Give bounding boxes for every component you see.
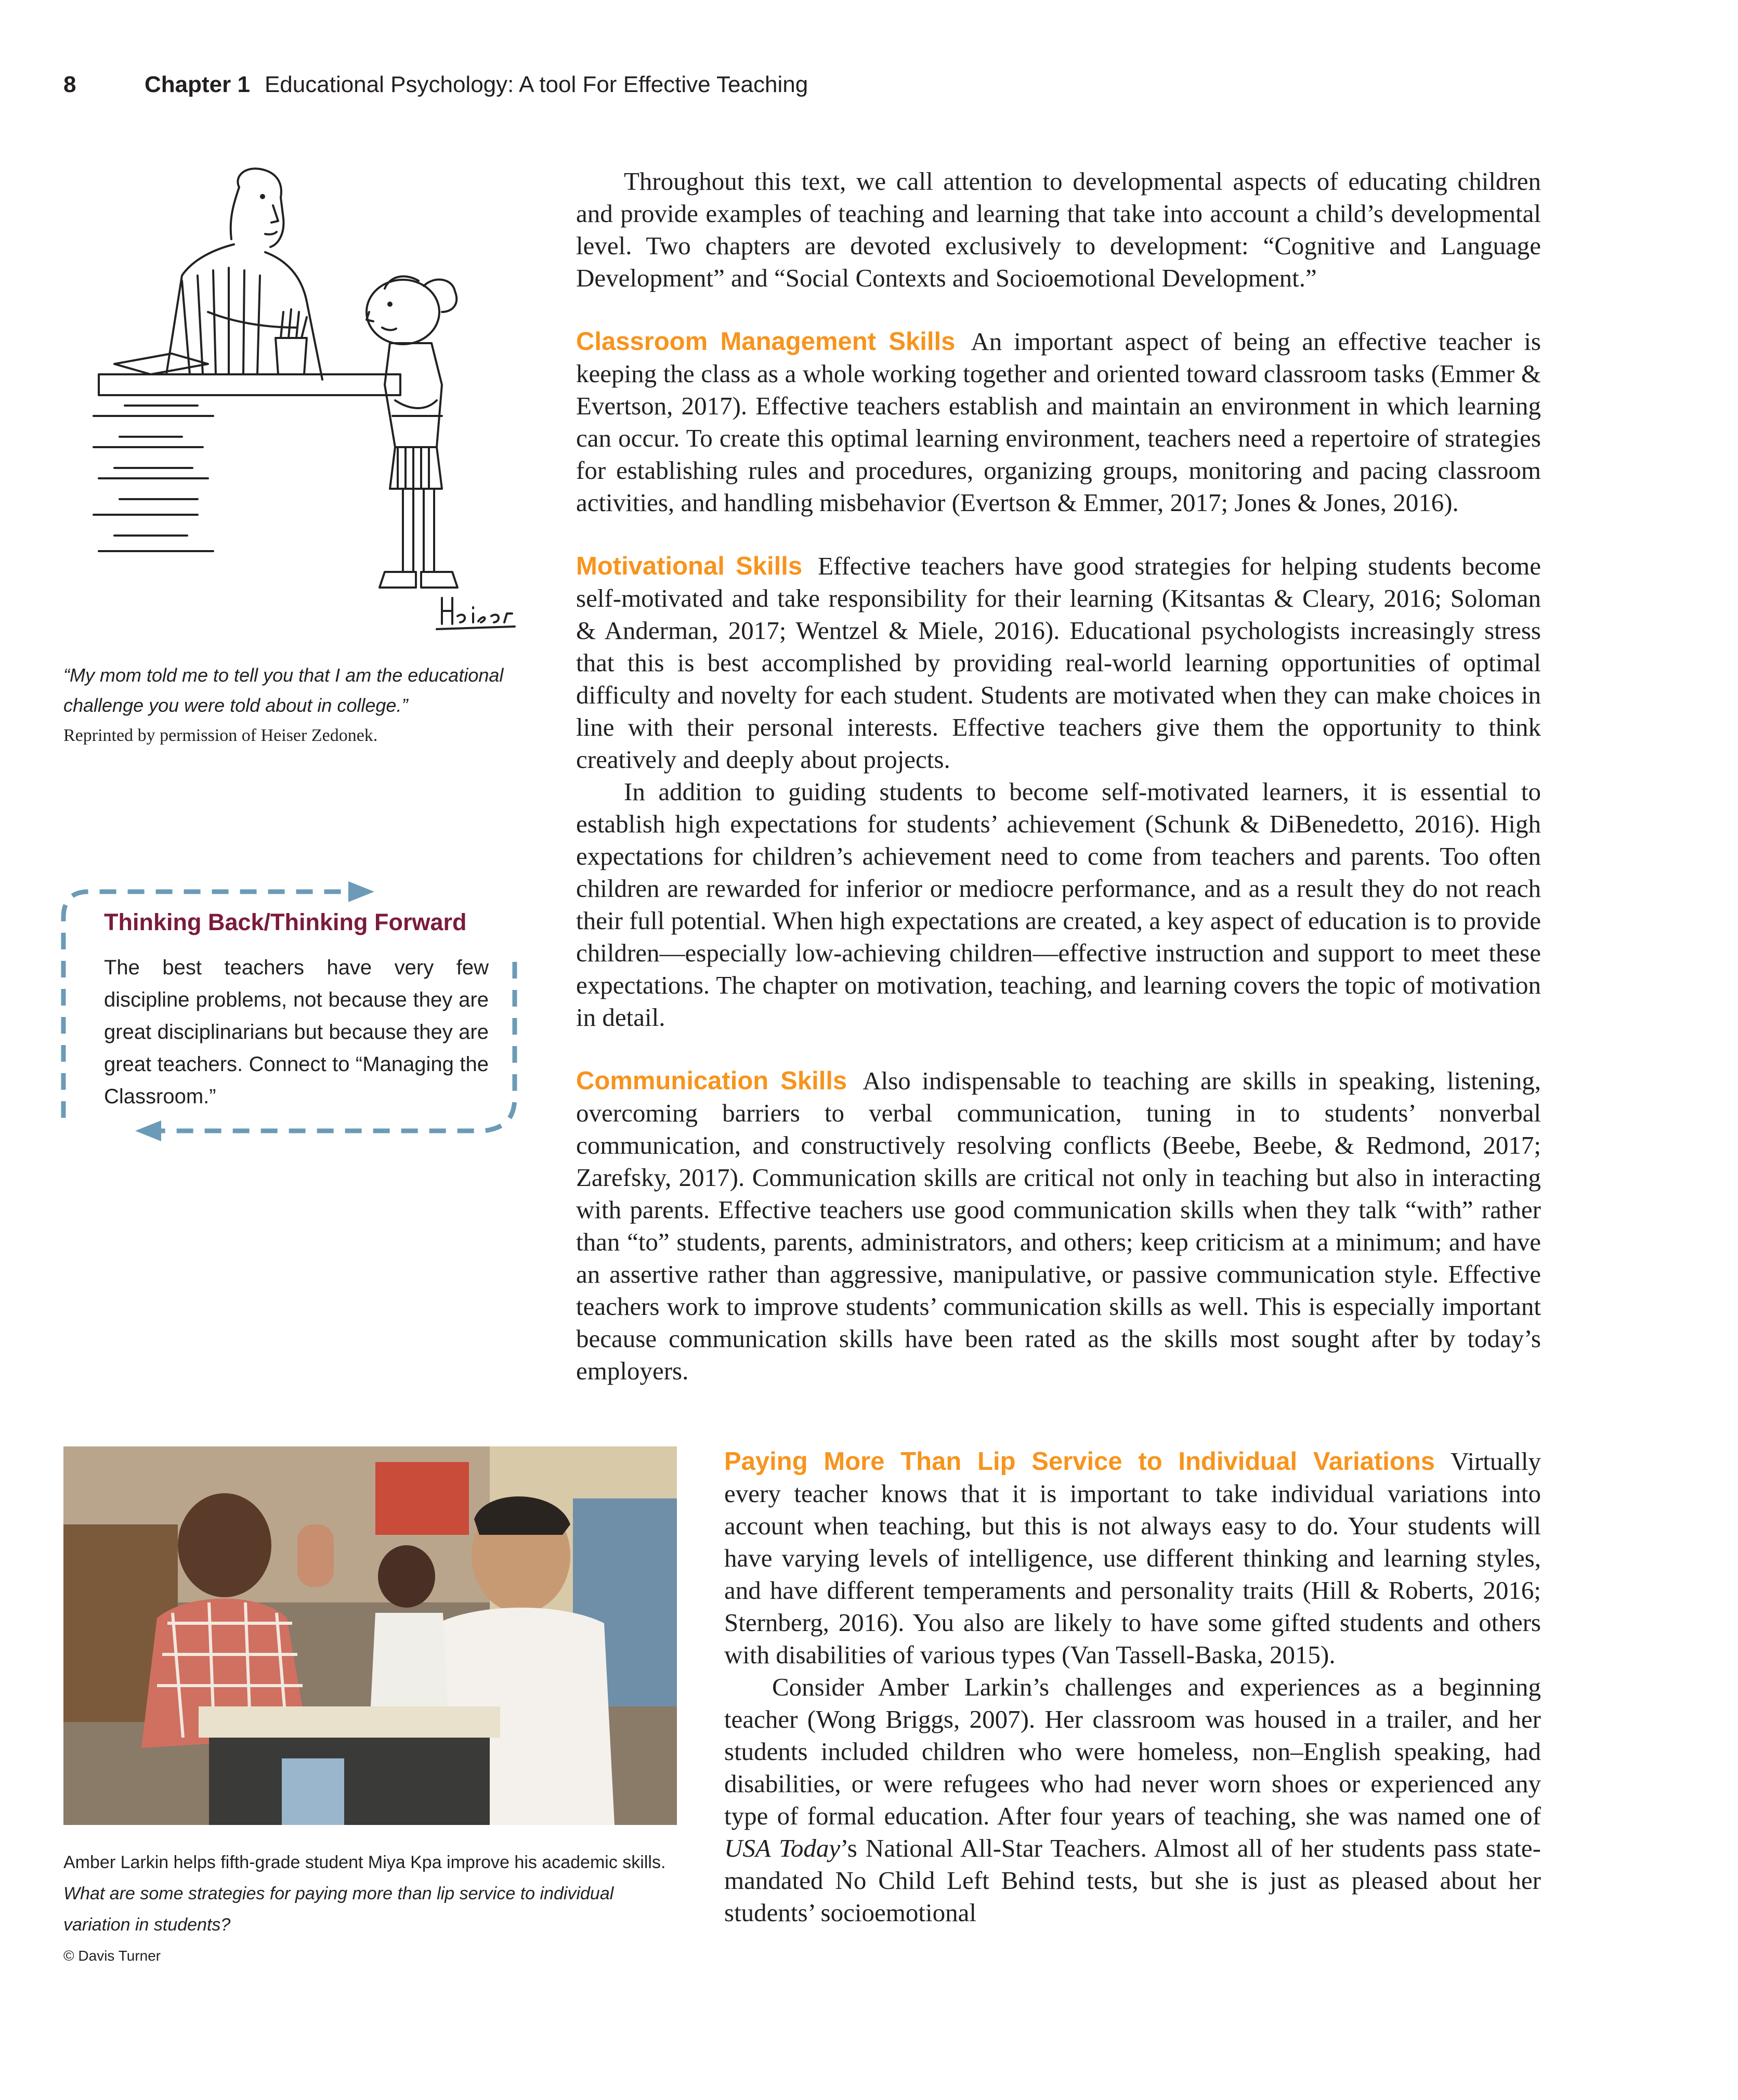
photo-caption-text: Amber Larkin helps fifth-grade student Miya Kpa improve his academic skills. [63,1853,666,1872]
chapter-title: Educational Psychology: A tool For Effective Teaching [264,72,808,97]
main-column-lower [724,1445,1541,1929]
tbtf-title: Thinking Back/Thinking Forward [104,909,467,935]
page-number: 8 [63,72,76,97]
individual-text-2a: Consider Amber Larkin’s challenges and experiences as a beginning teacher (Wong Briggs, 2007). Her classroom was housed in a trailer, and her students included children who were homeless, non–English speaking, had disabilities, or were refugees who had never worn shoes or experienced any type of formal education. After four years of teaching, she was named one of [724,1673,1541,1830]
tbtf-text: The best teachers have very few discipline problems, not because they are great disciplinarians but because they are great teachers. Connect to “Managing the Classroom.” [104,956,489,1108]
individual-text-2b: ’s National All-Star Teachers. Almost all of her students pass state-mandated No Child Left Behind tests, but she is just as pleased about her students’ socioemotional [724,1834,1541,1927]
arrow-left-icon [135,1120,161,1141]
communication-text: Also indispensable to teaching are skills in speaking, listening, overcoming barriers to verbal communication, tuning in to students’ nonverbal communication, and constructively resolving conflicts (Beebe, Beebe, & Redmond, 2017; Zarefsky, 2017). Communication skills are critical not only in teaching but also in interacting with parents. Effective teachers use good communication skills when they talk “with” rather than “to” students, parents, administrators, and others; keep criticism at a minimum; and have an assertive rather than aggressive, manipulative, or passive communication style. Effective teachers work to improve students’ communication skills as well. This is especially important because communication skills have been rated as the skills most sought after by today’s employers. [576,1066,1541,1385]
motivational-text: Effective teachers have good strategies for helping students become self-motivated and take responsibility for their learning (Kitsantas & Cleary, 2016; Soloman & Anderman, 2017; Wentzel & Miele, 2016). Educational psychologists increasingly stress that this is best accomplished by providing real-world learning opportunities of optimal difficulty and novelty for each student. Students are motivated when they can make choices in line with their personal interests. Effective teachers give them the opportunity to think creatively and deeply about projects. [576,552,1541,774]
cartoon-caption-text: “My mom told me to tell you that I am the educational challenge you were told about in college.” [63,664,504,716]
motivational-text-2: In addition to guiding students to become self-motivated learners, it is essential to establish high expectations for students’ achievement (Schunk & DiBenedetto, 2016). High expectations for children’s achievement need to come from teachers and parents. Too often children are rewarded for inferior or mediocre performance, and as a result they do not reach their full potential. When high expectations are created, a key aspect of education is to provide children—especially low-achieving children—effective instruction and support to meet these expectations. The chapter on motivation, teaching, and learning covers the topic of motivation in detail. [576,777,1541,1032]
arrow-right-icon [348,881,374,902]
photo-caption [63,1847,677,1972]
main-column [576,165,1541,1387]
intro-paragraph: Throughout this text, we call attention to developmental aspects of educating children and provide examples of teaching and learning that take into account a child’s developmental level. Two chapters are devoted exclusively to development: “Cognitive and Language Development” and “Social Contexts and Socioemotional Development.” [576,167,1541,292]
thinking-back-forward-box [104,909,489,1113]
cartoon-credit: Reprinted by permission of Heiser Zedonek. [63,726,378,745]
motivational-section [576,550,1541,1034]
photo-credit: © Davis Turner [63,1948,161,1964]
photo-caption-question: What are some strategies for paying more than lip service to individual variation in students? [63,1884,614,1935]
individual-text-2 [724,1671,1541,1929]
usa-today: USA Today [724,1834,841,1862]
cartoon-illustration [78,156,525,655]
motivational-heading: Motivational Skills [576,552,803,580]
classroom-text: An important aspect of being an effective teacher is keeping the class as a whole working together and oriented toward classroom tasks (Emmer & Evertson, 2017). Effective teachers establish and maintain an environment in which learning can occur. To create this optimal learning environment, teachers need a repertoire of strategies for establishing rules and procedures, organizing groups, monitoring and pacing classroom activities, and handling misbehavior (Evertson & Emmer, 2017; Jones & Jones, 2016). [576,327,1541,517]
classroom-management-section [576,325,1541,519]
classroom-photo [63,1446,677,1825]
classroom-heading: Classroom Management Skills [576,328,956,356]
cartoon-caption [63,660,531,751]
communication-heading: Communication Skills [576,1067,847,1095]
running-head [63,72,808,98]
individual-heading: Paying More Than Lip Service to Individual Variations [724,1447,1435,1476]
communication-section [576,1065,1541,1387]
individual-text: Virtually every teacher knows that it is important to take individual variations into account when teaching, but this is not always easy to do. Your students will have varying levels of intelligence, use different thinking and learning styles, and have different temperaments and personality traits (Hill & Roberts, 2016; Sternberg, 2016). You also are likely to have some gifted students and others with disabilities of various types (Van Tassell-Baska, 2015). [724,1447,1541,1669]
chapter-label: Chapter 1 [145,72,250,97]
